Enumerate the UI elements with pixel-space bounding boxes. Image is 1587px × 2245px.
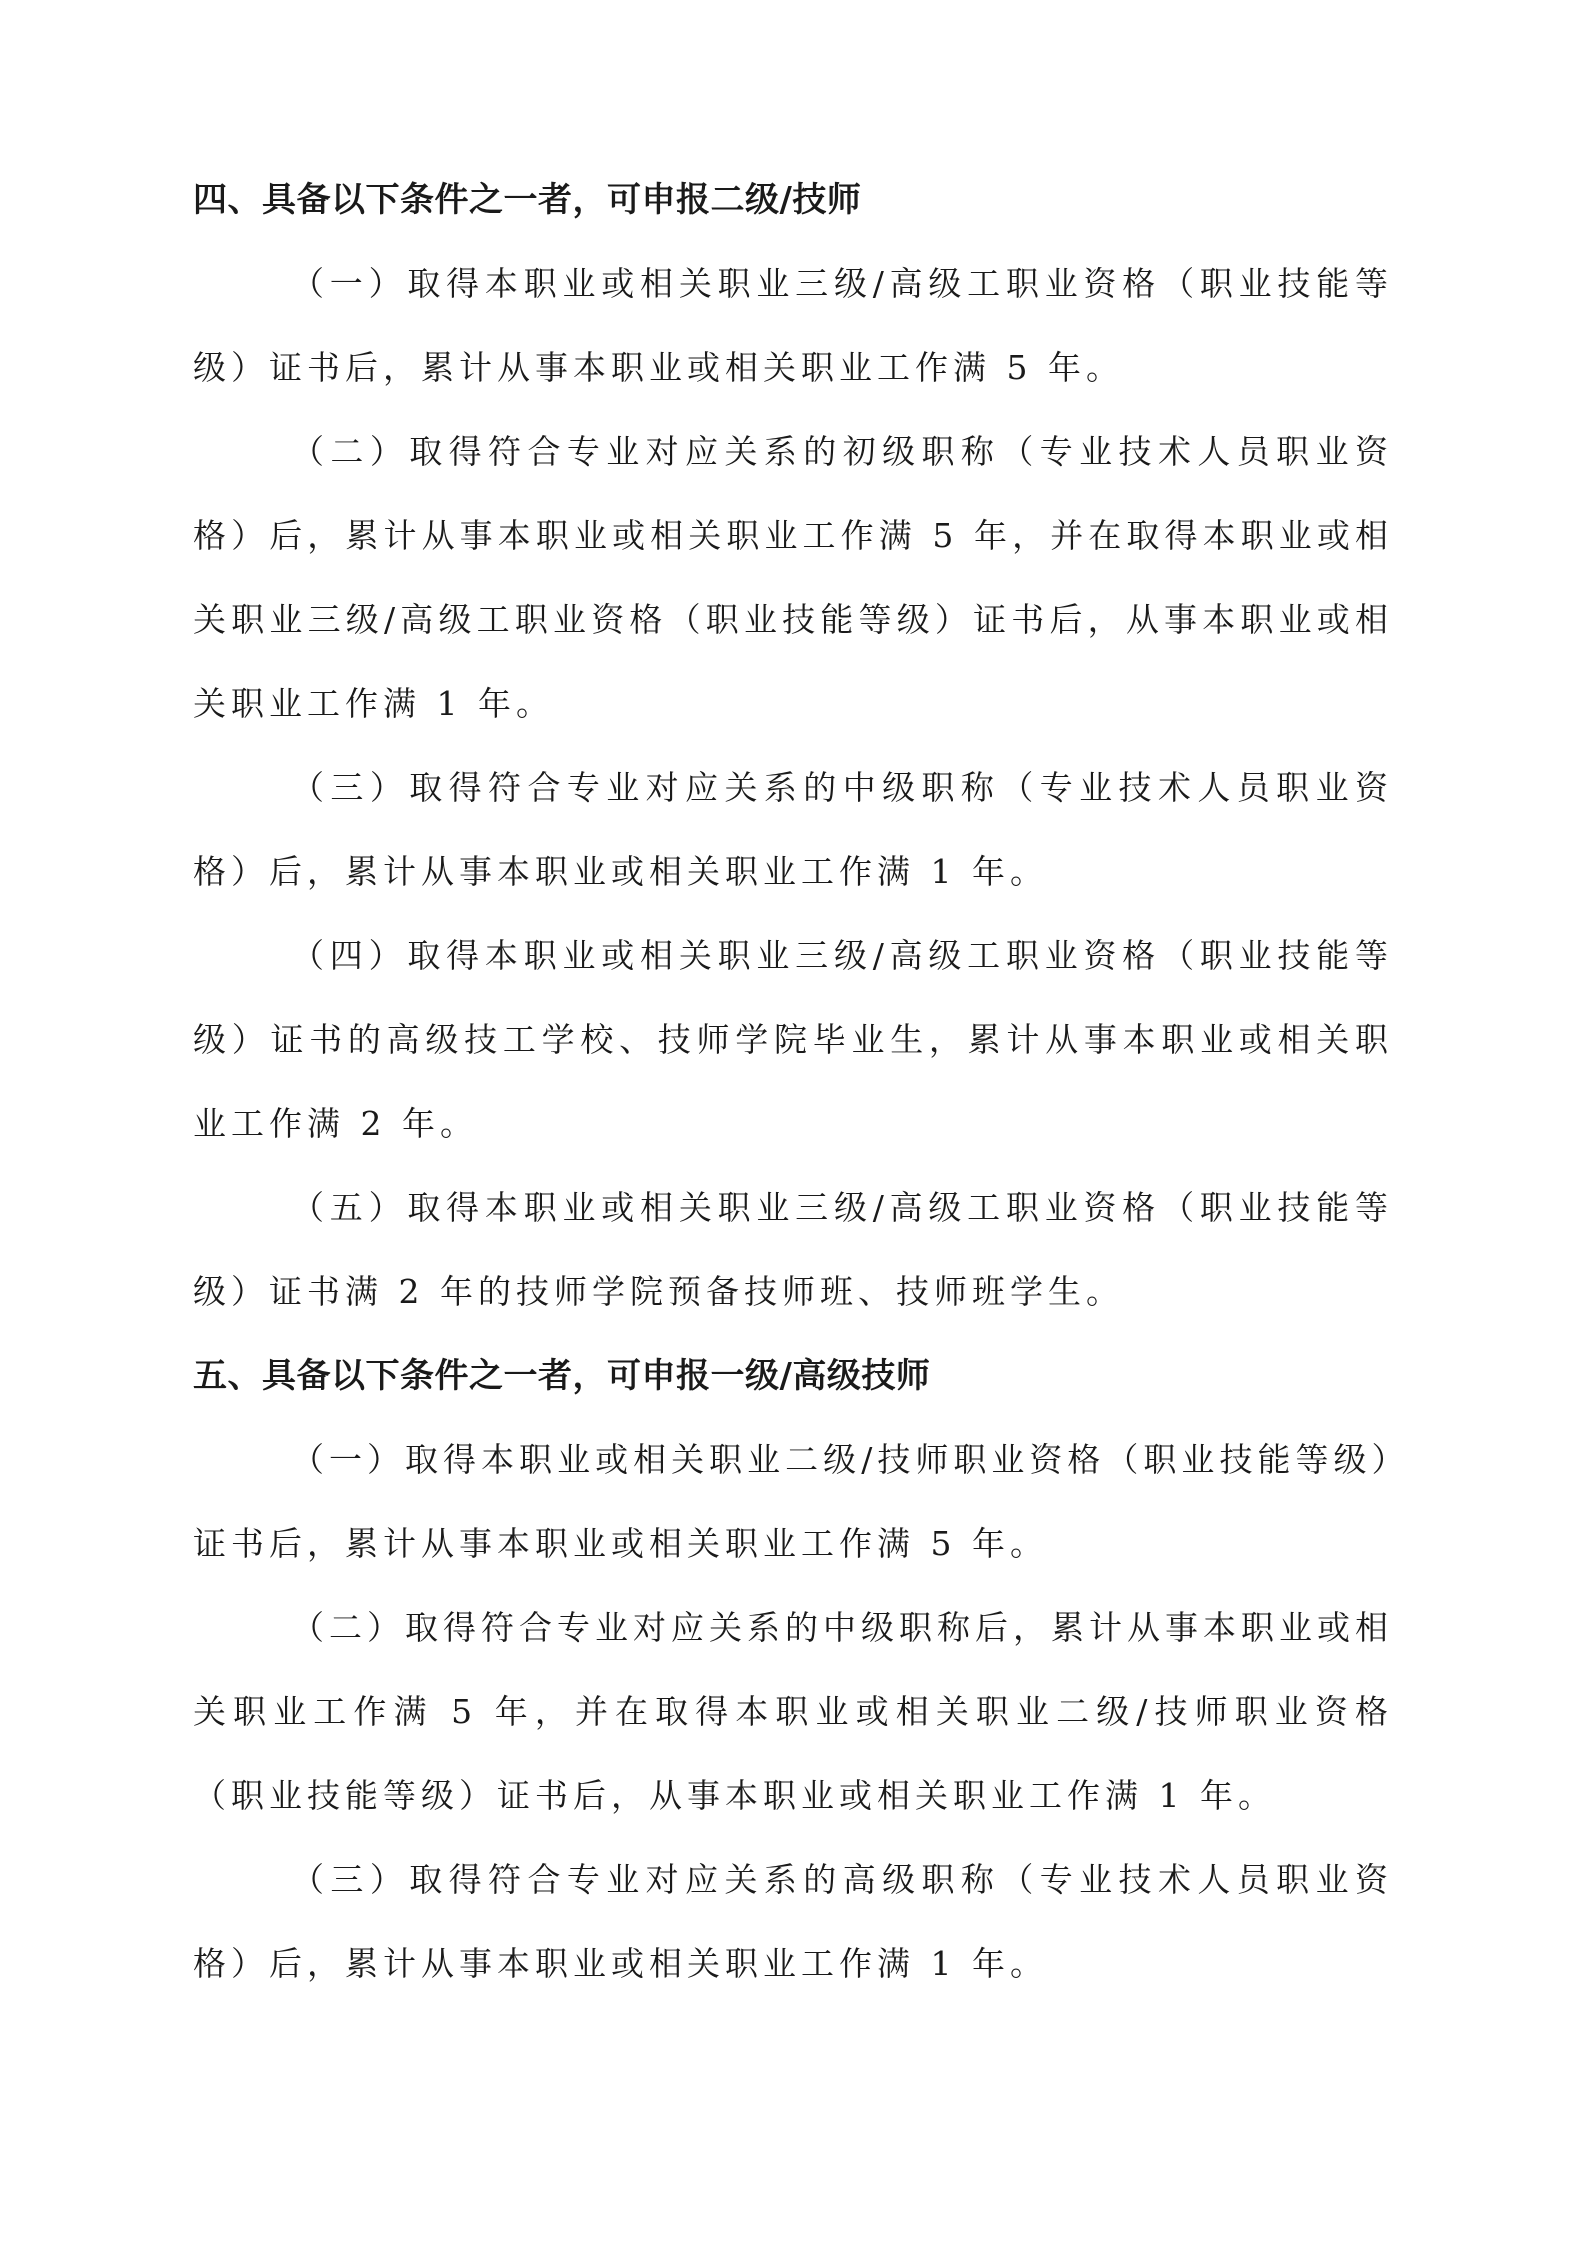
section-4-item-1: （一）取得本职业或相关职业三级/高级工职业资格（职业技能等级）证书后，累计从事本职业或相关职业工作满 5 年。 bbox=[193, 264, 1393, 387]
document-body bbox=[193, 158, 1393, 2006]
section-5-item-1: （一）取得本职业或相关职业二级/技师职业资格（职业技能等级）证书后，累计从事本职业或相关职业工作满 5 年。 bbox=[193, 1440, 1393, 1563]
section-5-item-3: （三）取得符合专业对应关系的高级职称（专业技术人员职业资格）后，累计从事本职业或相关职业工作满 1 年。 bbox=[193, 1860, 1393, 1983]
section-4-item-5: （五）取得本职业或相关职业三级/高级工职业资格（职业技能等级）证书满 2 年的技师学院预备技师班、技师班学生。 bbox=[193, 1188, 1393, 1311]
section-4-item-2: （二）取得符合专业对应关系的初级职称（专业技术人员职业资格）后，累计从事本职业或相关职业工作满 5 年，并在取得本职业或相关职业三级/高级工职业资格（职业技能等级）证书后，从事本职业或相关职业工作满 1 年。 bbox=[193, 432, 1393, 723]
section-4-item-4: （四）取得本职业或相关职业三级/高级工职业资格（职业技能等级）证书的高级技工学校、技师学院毕业生，累计从事本职业或相关职业工作满 2 年。 bbox=[193, 936, 1393, 1143]
section-heading-4: 四、具备以下条件之一者，可申报二级/技师 bbox=[193, 180, 862, 220]
section-heading-5: 五、具备以下条件之一者，可申报一级/高级技师 bbox=[193, 1356, 931, 1396]
section-5-item-2: （二）取得符合专业对应关系的中级职称后，累计从事本职业或相关职业工作满 5 年，并在取得本职业或相关职业二级/技师职业资格（职业技能等级）证书后，从事本职业或相关职业工作满 1 年。 bbox=[193, 1608, 1393, 1815]
section-4-item-3: （三）取得符合专业对应关系的中级职称（专业技术人员职业资格）后，累计从事本职业或相关职业工作满 1 年。 bbox=[193, 768, 1393, 891]
